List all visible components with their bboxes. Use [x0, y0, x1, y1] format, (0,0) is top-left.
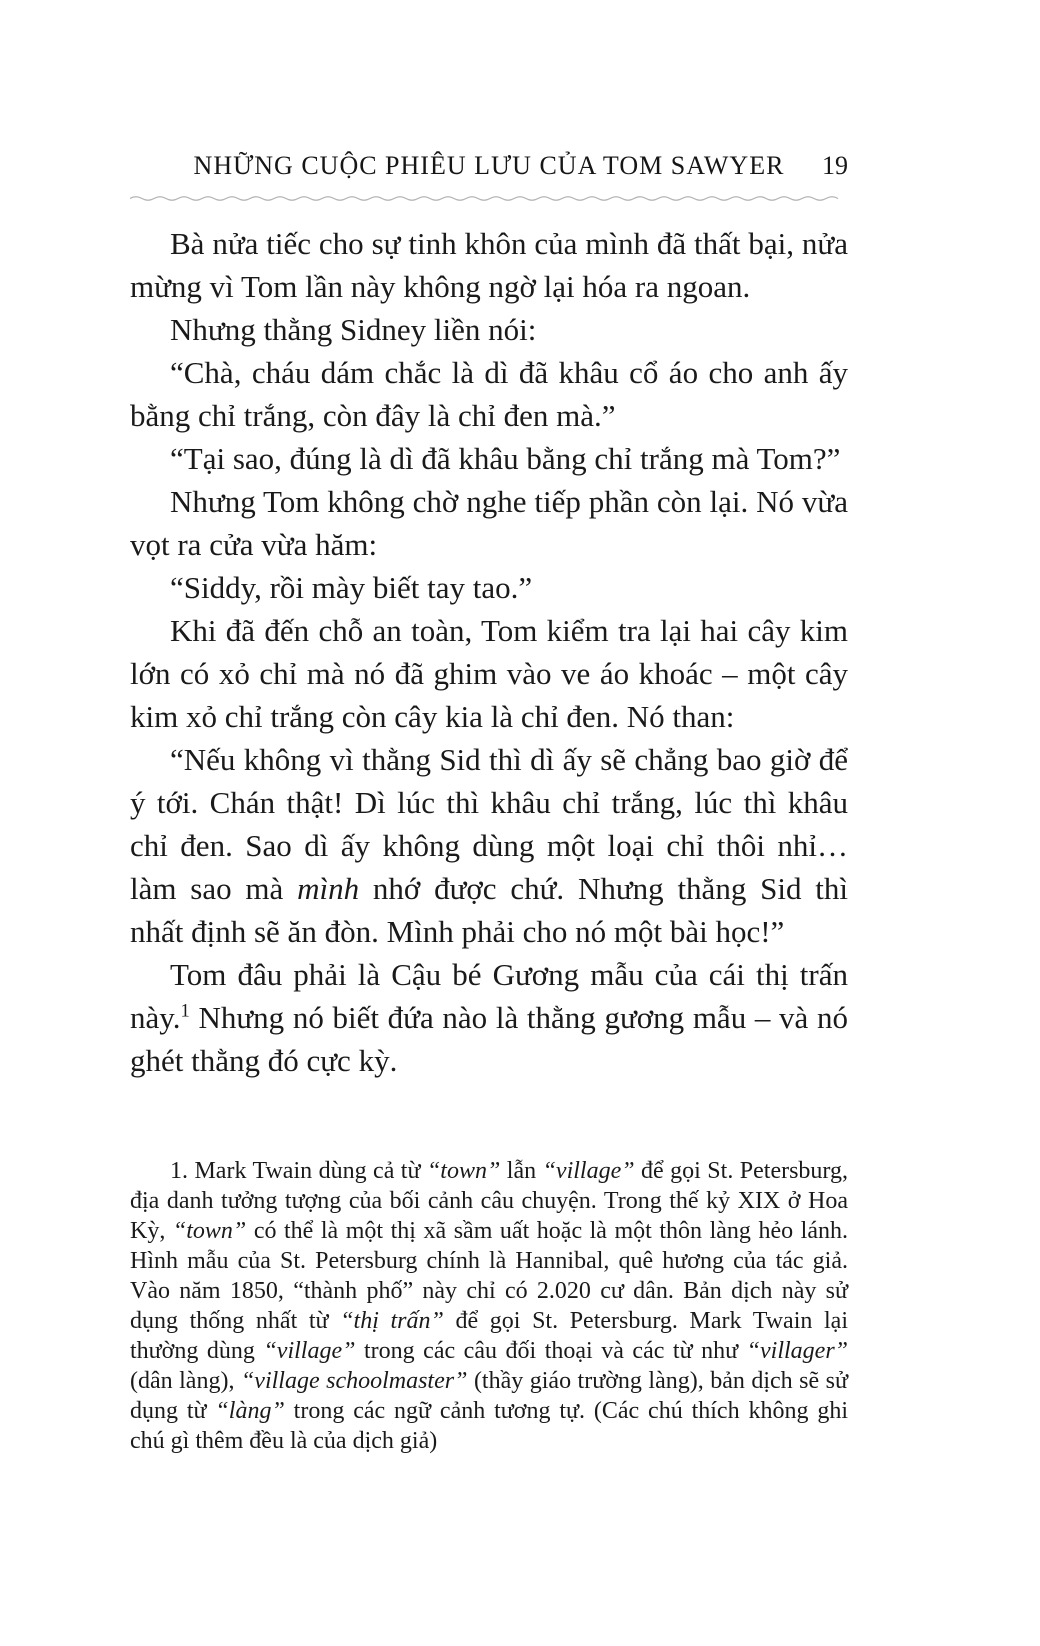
- body-paragraph: Nhưng Tom không chờ nghe tiếp phần còn lại. Nó vừa vọt ra cửa vừa hăm:: [130, 484, 848, 562]
- text-column: [130, 0, 848, 1456]
- page-header: [130, 0, 848, 182]
- wavy-line-icon: [130, 194, 848, 202]
- footnote: [130, 1156, 848, 1456]
- body-paragraph: Khi đã đến chỗ an toàn, Tom kiểm tra lại hai cây kim lớn có xỏ chỉ mà nó đã ghim vào ve áo khoác – một cây kim xỏ chỉ trắng còn cây kia là chỉ đen. Nó than:: [130, 613, 848, 734]
- footnote-paragraph: 1. Mark Twain dùng cả từ “town” lẫn “village” để gọi St. Petersburg, địa danh tưởng tượng của bối cảnh câu chuyện. Trong thế kỷ XIX ở Hoa Kỳ, “town” có thể là một thị xã sầm uất hoặc là một thôn làng hẻo lánh. Hình mẫu của St. Petersburg chính là Hannibal, quê hương của tác giả. Vào năm 1850, “thành phố” này chỉ có 2.020 cư dân. Bản dịch này sử dụng thống nhất từ “thị trấn” để gọi St. Petersburg. Mark Twain lại thường dùng “village” trong các câu đối thoại và các từ như “villager” (dân làng), “village schoolmaster” (thầy giáo trường làng), bản dịch sẽ sử dụng từ “làng” trong các ngữ cảnh tương tự. (Các chú thích không ghi chú gì thêm đều là của dịch giả): [130, 1158, 849, 1454]
- body-paragraph: “Siddy, rồi mày biết tay tao.”: [170, 570, 533, 605]
- body-paragraph: “Chà, cháu dám chắc là dì đã khâu cổ áo cho anh ấy bằng chỉ trắng, còn đây là chỉ đen mà.”: [130, 355, 848, 433]
- body-paragraph: “Tại sao, đúng là dì đã khâu bằng chỉ trắng mà Tom?”: [170, 441, 841, 476]
- body-paragraph: Tom đâu phải là Cậu bé Gương mẫu của cái thị trấn này.$^1$ Nhưng nó biết đứa nào là thằng gương mẫu – và nó ghét thằng đó cực kỳ.: [130, 957, 848, 1078]
- running-head-title: NHỮNG CUỘC PHIÊU LƯU CỦA TOM SAWYER: [193, 151, 785, 180]
- page-number: 19: [822, 151, 848, 180]
- header-divider: [130, 194, 848, 202]
- body-paragraph: Bà nửa tiếc cho sự tinh khôn của mình đã thất bại, nửa mừng vì Tom lần này không ngờ lại hóa ra ngoan.: [130, 226, 848, 304]
- body-paragraph: “Nếu không vì thằng Sid thì dì ấy sẽ chẳng bao giờ để ý tới. Chán thật! Dì lúc thì khâu chỉ trắng, lúc thì khâu chỉ đen. Sao dì ấy không dùng một loại chỉ thôi nhỉ… làm sao mà mình nhớ được chứ. Nhưng thằng Sid thì nhất định sẽ ăn đòn. Mình phải cho nó một bài học!”: [130, 742, 848, 949]
- body-paragraph: Nhưng thằng Sidney liền nói:: [170, 312, 537, 347]
- page-body: [130, 222, 848, 1082]
